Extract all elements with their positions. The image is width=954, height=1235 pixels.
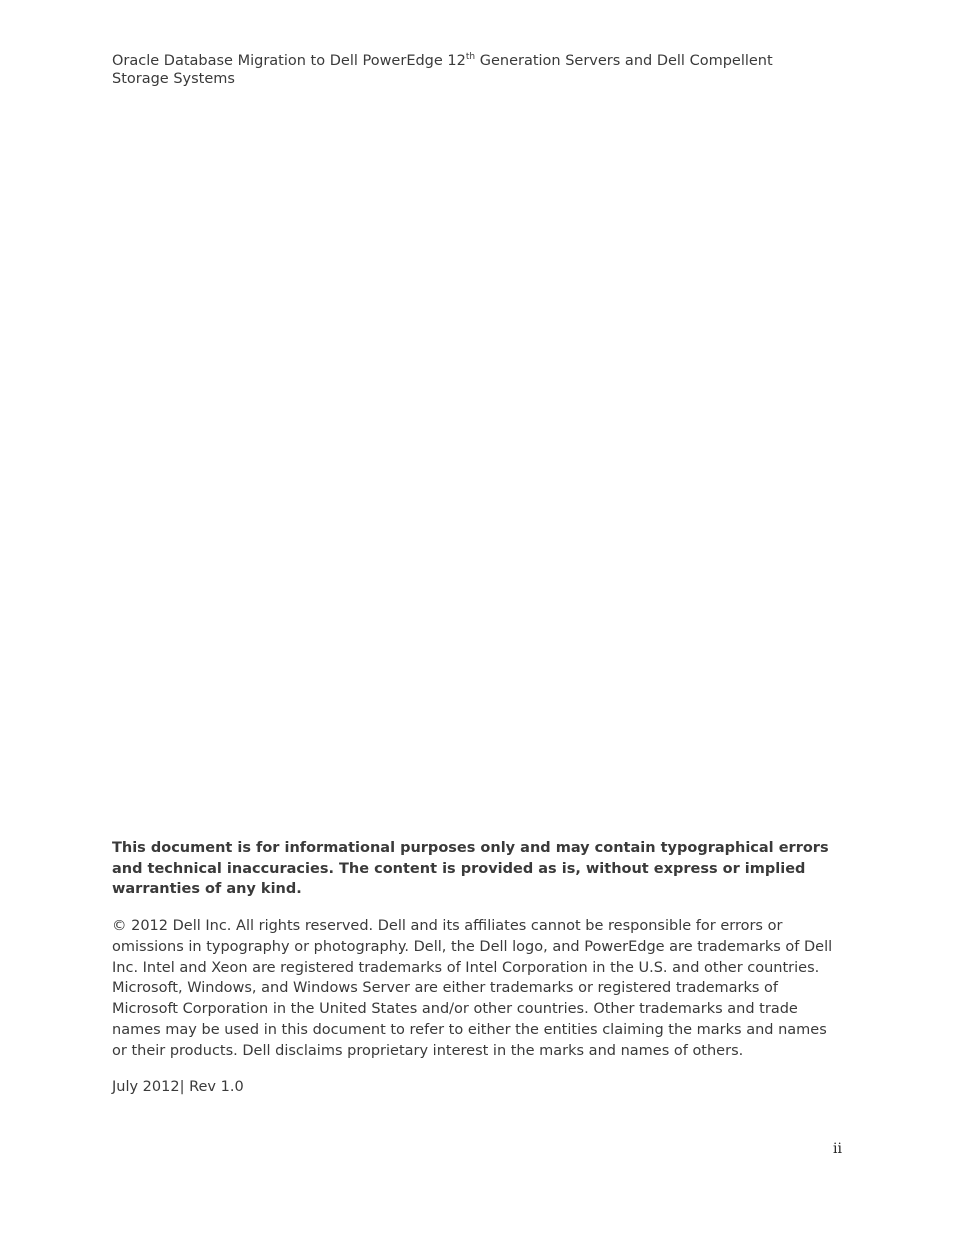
header-title-superscript: th <box>465 52 476 63</box>
header-title-part2: Generation Servers and Dell Compellent Storage Systems <box>112 53 773 87</box>
disclaimer-text: This document is for informational purposes only and may contain typographical errors and technical inaccuracies. The content is provided as is, without express or implied warranties of any kind. <box>112 840 829 897</box>
page-header <box>112 52 832 88</box>
copyright-text: © 2012 Dell Inc. All rights reserved. Dell and its affiliates cannot be responsible for errors or omissions in typography or photography. Dell, the Dell logo, and PowerEdge are trademarks of Dell Inc. Intel and Xeon are registered trademarks of Intel Corporation in the U.S. and other countries. Microsoft, Windows, and Windows Server are either trademarks or registered trademarks of Microsoft Corporation in the United States and/or other countries. Other trademarks and trade names may be used in this document to refer to either the entities claiming the marks and names or their products. Dell disclaims proprietary interest in the marks and names of others. <box>112 918 833 1059</box>
revision-date: July 2012| Rev 1.0 <box>112 1079 244 1095</box>
page-number: ii <box>833 1141 842 1157</box>
header-title-part1: Oracle Database Migration to Dell PowerEdge 12 <box>112 53 466 69</box>
